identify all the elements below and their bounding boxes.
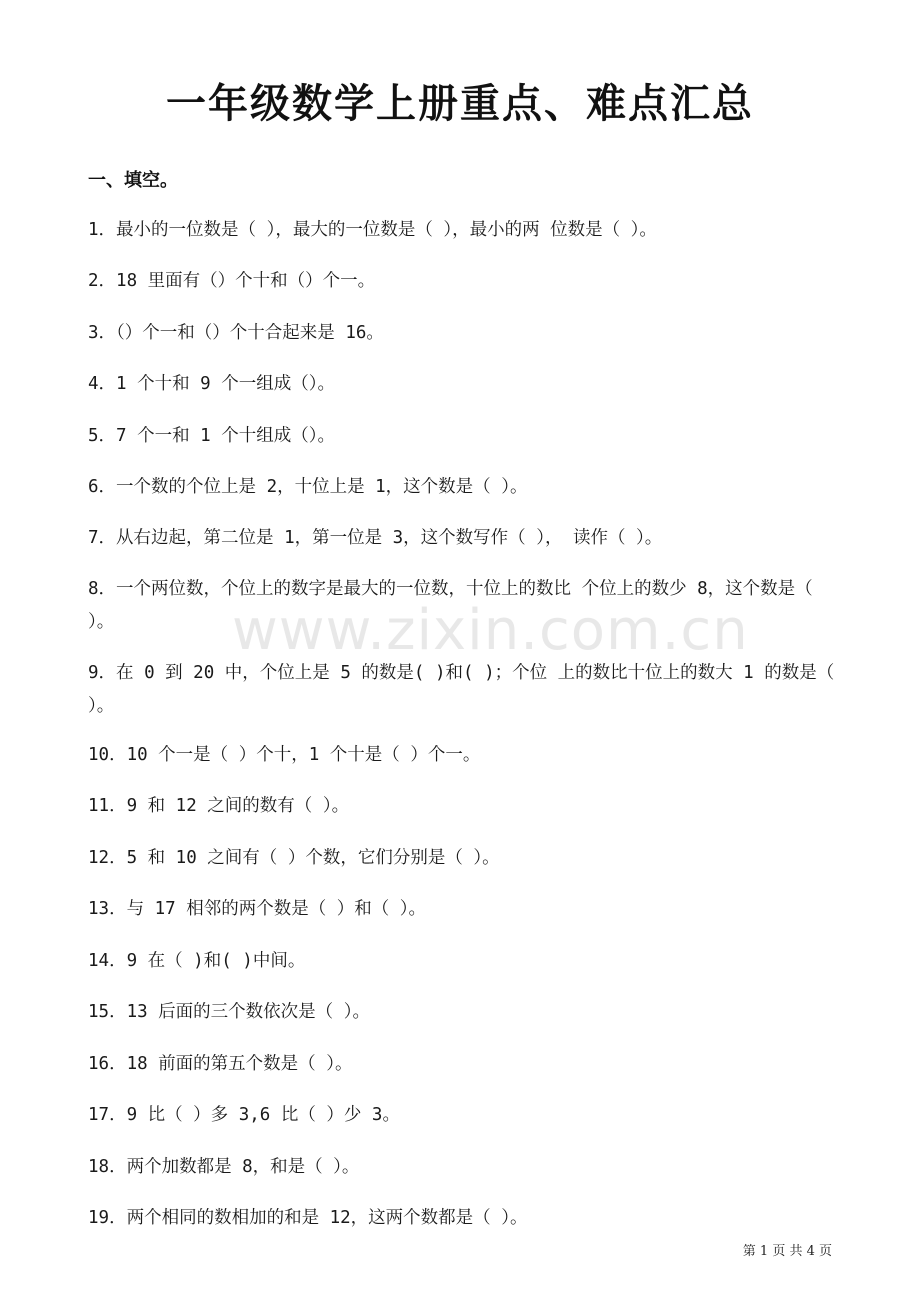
page-number-footer: 第 1 页 共 4 页 (742, 1244, 832, 1259)
question-item: 2．18 里面有（）个十和（）个一。 (88, 271, 376, 291)
question-item: 3．（）个一和（）个十合起来是 16。 (88, 323, 384, 343)
question-item: 8．一个两位数，个位上的数字是最大的一位数，十位上的数比 个位上的数少 8，这个数是（ ）。 (88, 579, 824, 632)
question-item: 16．18 前面的第五个数是（ ）。 (88, 1054, 353, 1074)
question-item: 13．与 17 相邻的两个数是（ ）和（ ）。 (88, 899, 427, 919)
page-title: 一年级数学上册重点、难点汇总 (166, 81, 754, 127)
question-item: 9．在 0 到 20 中，个位上是 5 的数是( )和( )；个位 上的数比十位上的数大 1 的数是（ ）。 (88, 663, 845, 716)
question-item: 4．1 个十和 9 个一组成（）。 (88, 374, 335, 394)
question-item: 11．9 和 12 之间的数有（ ）。 (88, 796, 350, 816)
section-heading: 一、填空。 (88, 170, 178, 191)
question-item: 10．10 个一是（ ）个十，1 个十是（ ）个一。 (88, 745, 481, 765)
question-item: 14．9 在（ )和( )中间。 (88, 951, 306, 971)
question-item: 7．从右边起，第二位是 1，第一位是 3，这个数写作（ ）， 读作（ ）。 (88, 528, 663, 548)
watermark: www.zixin.com.cn (232, 598, 749, 663)
question-item: 5．7 个一和 1 个十组成（）。 (88, 426, 335, 446)
question-item: 12．5 和 10 之间有（ ）个数，它们分别是（ ）。 (88, 848, 500, 868)
question-item: 18．两个加数都是 8，和是（ ）。 (88, 1157, 360, 1177)
question-item: 15．13 后面的三个数依次是（ ）。 (88, 1002, 370, 1022)
question-item: 17．9 比（ ）多 3,6 比（ ）少 3。 (88, 1105, 400, 1125)
question-item: 1．最小的一位数是（ ），最大的一位数是（ ），最小的两 位数是（ ）。 (88, 220, 657, 240)
question-item: 6．一个数的个位上是 2，十位上是 1，这个数是（ ）。 (88, 477, 528, 497)
question-item: 19．两个相同的数相加的和是 12，这两个数都是（ ）。 (88, 1208, 528, 1228)
